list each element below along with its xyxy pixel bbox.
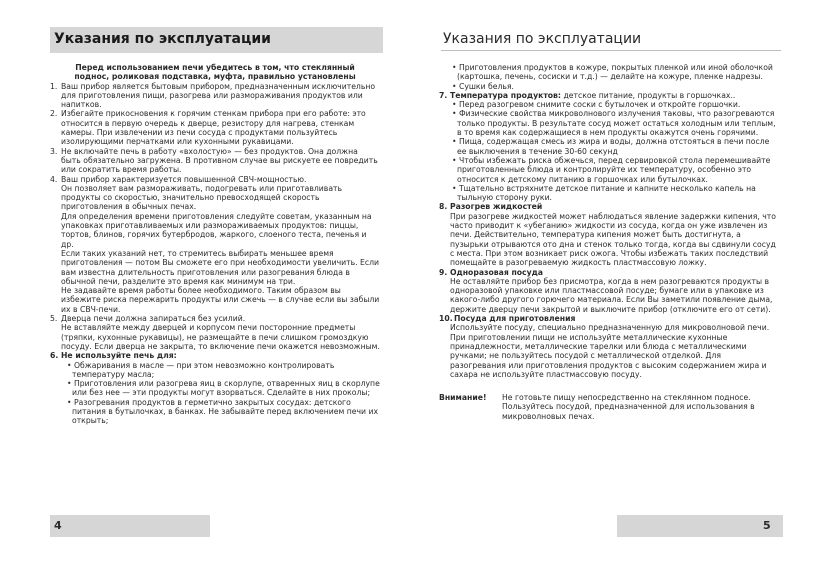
list-item: 3. Не включайте печь в работу «вхолостую» — без продуктов. Она должна быть обязательно загружена. В противном случае вы рискуете ее повредить или сократить время работы. (50, 146, 378, 175)
intro-note: Перед использованием печи убедитесь в том, что стеклянный поднос, роликовая подставка, муфта, правильно установлены (74, 63, 356, 82)
bullet-item: • Приготовления или разогрева яиц в скорлупе, отваренных яиц в скорлупе или без нее — эти продукты могут взорваться. Сделайте в них проколы; (67, 379, 380, 398)
list-item: 4. Ваш прибор характеризуется повышенной СВЧ-мощностью. (50, 174, 307, 184)
right-page (411, 0, 822, 567)
warning-text: Не готовьте пищу непосредственно на стеклянном подносе. Пользуйтесь посудой, предназначенной для использования в микроволновых печах. (502, 393, 755, 421)
paragraph: При разогреве жидкостей может наблюдаться явление задержки кипения, что часто приводит к «убеганию» жидкости из сосуда, когда он уже извлечен из печи. Действительно, температура кипения может быть достигнута, а пузырьки отрываются ото дна и стенок только тогда, когда вы сдвинули сосуд с места. При этом возникает риск ожога. Чтобы избежать таких последствий помещайте в разогреваемую жидкость пластмассовую ложку. (450, 211, 776, 268)
right-column (439, 63, 779, 421)
page-title: Указания по эксплуатации (443, 31, 642, 47)
paragraph: Не вставляйте между дверцей и корпусом печи посторонние предметы (тряпки, кухонные рукавицы), не размещайте в печи слишком громоздкую посуду. Если дверца не закрыта, то включение печи окажется невозможным. (61, 323, 380, 351)
list-item: 6. Не используйте печь для: (50, 351, 177, 361)
list-item: 1. Ваш прибор является бытовым прибором, предназначенным исключительно для приготовления пищи, разогрева или размораживания продуктов или напитков. (50, 81, 376, 110)
footer-bar (617, 515, 783, 537)
left-column (50, 63, 380, 426)
header-divider (441, 50, 781, 51)
list-item: 5. Дверца печи должна запираться без усилий. (50, 314, 246, 324)
bullet-item: • Обжаривания в масле — при этом невозможно контролировать температуру масла; (67, 360, 335, 379)
bullet-item: • Тщательно встряхните детское питание и капните несколько капель на тыльную сторону руки. (452, 183, 756, 203)
list-item: 8. Разогрев жидкостей (439, 202, 543, 212)
paragraph: Используйте посуду, специально предназначенную для микроволновой печи. При приготовлении пищи не используйте металлические кухонные принадлежности, металлические тарелки или блюда с металлическими ручками; не пользуйтесь посудой с металлической отделкой. Для разогревания или приготовления продуктов с высоким содержанием жира и сахара не используйте пластмассовую посуду. (450, 323, 770, 379)
bullet-item: • Чтобы избежать риска обжечься, перед сервировкой стола перемешивайте приготовленные блюда и контролируйте их температуру, особенно это относится к детскому питанию в горшочках или бутылочках. (452, 155, 771, 184)
paragraph: Для определения времени приготовления следуйте советам, указанным на упаковках приготавливаемых или размораживаемых продуктов: пиццы, тортов, блинов, горячих бутербродов, жаркого, слоеного теста, печенья и др. (61, 211, 372, 249)
warning-block (439, 393, 779, 421)
list-item: 7. Температура продуктов: детское питание, продукты в горшочках.. (439, 90, 736, 100)
warning-label: Внимание! (439, 393, 487, 403)
bullet-item: • Приготовления продуктов в кожуре, покрытых пленкой или иной оболочкой (картошка, печень, сосиски и т.д.) — делайте на кожуре, пленке надрезы. (452, 63, 773, 82)
paragraph: Если таких указаний нет, то стремитесь выбирать меньшее время приготовления — потом Вы сможете его при необходимости увеличить. Если вам известна длительность приготовления или разогревания блюда в обычной печи, разделите это время как минимум на три. (61, 248, 380, 286)
bullet-item: • Разогревания продуктов в герметично закрытых сосудах: детского питания в бутылочках, в банках. Не забывайте перед включением печи их открыть; (67, 397, 378, 426)
list-item: 2. Избегайте прикосновения к горячим стенкам прибора при его работе: это относится в первую очередь к дверце, резистору для нагрева, стенкам камеры. При извлечении из печи сосуда с продуктами пользуйтесь изолирующими перчатками или кухонными рукавицами. (50, 109, 366, 147)
bullet-item: • Пища, содержащая смесь из жира и воды, должна отстояться в печи после ее выключения в течение 30-60 секунд (452, 137, 770, 156)
paragraph: Он позволяет вам размораживать, подогревать или приготавливать продукты со скоростью, значительно превосходящей скорость приготовления в обычных печах. (61, 183, 343, 212)
paragraph: Не задавайте время работы более необходимого. Таким образом вы избежите риска пережарить продукты или сжечь — в случае если вы забыли их в СВЧ-печи. (61, 286, 380, 314)
list-item: 9. Одноразовая посуда (439, 267, 543, 277)
bullet-item: • Перед разогревом снимите соски с бутылочек и откройте горшочки. (452, 100, 741, 110)
bullet-item: • Физические свойства микроволнового излучения таковы, что разогреваются только продукты. В результате сосуд может остаться холодным или теплым, в то время как содержащиеся в нем продукты окажутся очень горячими. (452, 109, 776, 138)
page-number: 5 (763, 519, 771, 532)
bullet-item: • Сушки белья. (452, 81, 514, 91)
list-item: 10. Посуда для приготовления (439, 314, 576, 324)
page-number: 4 (54, 519, 62, 532)
footer-bar (50, 515, 210, 537)
page-title: Указания по эксплуатации (54, 31, 271, 47)
paragraph: Не оставляйте прибор без присмотра, когда в нем разогреваются продукты в одноразовой упаковке или пластмассовой посуде; бумаге или в упаковке из какого-либо другого горючего материала. Если Вы заметили появление дыма, держите дверцу печи закрытой и выключите прибор (отключите его от сети). (450, 276, 773, 314)
